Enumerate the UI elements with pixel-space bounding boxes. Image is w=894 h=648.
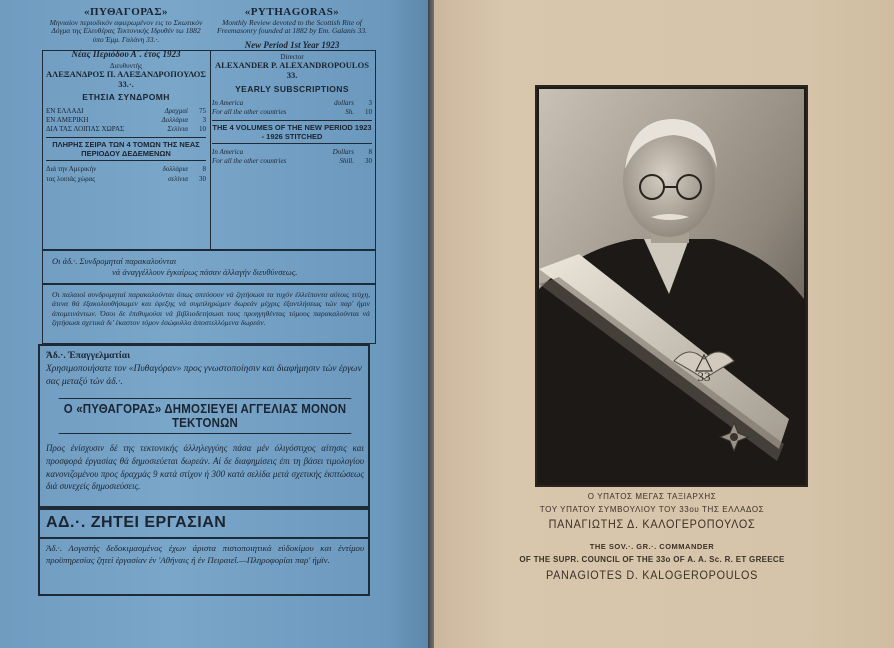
greek-subs-rows	[46, 107, 206, 134]
row-place: For all the other countries	[212, 156, 287, 165]
greek-series-heading: ΠΛΗΡΗΣ ΣΕΙΡΑ ΤΩΝ 4 ΤΟΜΩΝ ΤΗΣ ΝΕΑΣ ΠΕΡΙΟΔΟΥ ΔΕΔΕΜΕΝΩΝ	[46, 137, 206, 161]
row-amount: 8	[202, 165, 206, 174]
row-place: For all the other countries	[212, 107, 287, 116]
advertising-section	[46, 350, 364, 493]
row-place: In America	[212, 147, 244, 156]
row-amount: 3	[202, 116, 206, 125]
ad-heading: Άδ.·. Έπαγγελματίαι	[46, 351, 131, 361]
row-place: In America	[212, 98, 244, 107]
row-unit: Δραχμαί	[164, 107, 188, 116]
back-issues-notice: Οι παλαιοί συνδρομηταί παρακαλούνται όπως σπεύσουν νά ζητήσωσι τα τυχόν έλλείποντα αύτοις τεύχη, άτινα θά έξακολουθήσωμεν και έφεξης νά συμπληρώμεν δωρεάν μέχρις έξαντλήσεως τών παρ' ήμιν άπομεινάντων. Όσοι δε έπιθυμούσι νά βιβλιοδετήσωσι τους προηγηθέντας τόμους παρακαλούνται νά ζητήσωσι σχετικά δι' έκαστον τόμον έσώφυλλα άποστελλόμενα δωρεάν.	[52, 290, 370, 328]
caption-greek-council: ΤΟΥ ΥΠΑΤΟΥ ΣΥΜΒΟΥΛΙΟΥ ΤΟΥ 33ου ΤΗΣ ΕΛΛΑΔΟΣ	[539, 505, 765, 514]
english-director-label: Director	[280, 53, 304, 62]
english-series-heading: THE 4 VOLUMES OF THE NEW PERIOD 1923 - 1926 STITCHED	[212, 120, 372, 144]
row-place: ΔΙΑ ΤΑΣ ΛΟΙΠΑΣ ΧΩΡΑΣ	[46, 125, 125, 134]
greek-subs-row	[46, 107, 206, 116]
greek-period: Νέας Περιόδου Α΄. έτος 1923	[71, 48, 181, 59]
row-place: ΕΝ ΕΛΛΑΔΙ	[46, 107, 84, 116]
caption-english-title: THE SOV.·. GR.·. COMMANDER	[589, 542, 715, 551]
ad-title: Ο «ΠΥΘΑΓΟΡΑΣ» ΔΗΜΟΣΙΕΥΕΙ ΑΓΓΕΛΙΑΣ ΜΟΝΟΝ ΤΕΚΤΟΝΩΝ	[59, 398, 352, 434]
greek-subs-row	[46, 116, 206, 125]
greek-series-rows	[46, 165, 206, 183]
row-unit: Δολλάρια	[161, 116, 188, 125]
subscriber-address-notice	[52, 256, 370, 279]
row-unit: Dollars	[332, 147, 354, 156]
greek-series-row	[46, 165, 206, 174]
subs-notice-line-1: Οι άδ.·. Συνδρομηταί παρακαλούνται	[52, 256, 177, 266]
subs-notice-line-2: νά άναγγέλλουν έγκαίρως πάσαν άλλαγήν διευθύνσεως.	[112, 267, 298, 278]
row-place: τας λοιπάς χώρας	[46, 174, 95, 183]
greek-subs-row	[46, 125, 206, 134]
row-unit: Sh.	[345, 107, 354, 116]
english-subs-row	[212, 108, 372, 117]
english-subs-rows	[212, 99, 372, 117]
row-unit: σελίνια	[168, 174, 188, 183]
greek-description: Μηνιαίον περιοδικόν αφιερωμένον εις το Σκωτικόν Δόγμα της Ελευθέρας Τεκτονικής Ιδρυθέν τω 1882 ύπο Έμμ. Γαλάνη 33.·.	[49, 17, 203, 44]
work-wanted-title: ΑΔ.·. ΖΗΤΕΙ ΕΡΓΑΣΙΑΝ	[46, 514, 227, 531]
english-series-row	[212, 148, 372, 157]
english-title: «PYTHAGORAS»	[244, 6, 340, 18]
ad-intro	[46, 350, 364, 388]
row-place: Διά την Αμερικήν	[46, 165, 97, 174]
ad-body: Χρησιμοποιήσατε τον «Πυθαγόραν» προς γνωστοποίησιν και διαφήμησιν τών έργων σας μεταξύ τών άδ.·.	[46, 363, 362, 387]
sash-number: 33	[697, 369, 711, 384]
greek-subs-heading: ΕΤΗΣΙΑ ΣΥΝΔΡΟΜΗ	[82, 92, 170, 103]
english-series-row	[212, 157, 372, 166]
greek-title: «ΠΥΘΑΓΟΡΑΣ»	[83, 6, 169, 18]
row-amount: 75	[199, 107, 206, 116]
row-unit: Shill.	[339, 156, 354, 165]
row-amount: 10	[199, 125, 206, 134]
caption-greek-title: Ο ΥΠΑΤΟΣ ΜΕΓΑΣ ΤΑΞΙΑΡΧΗΣ	[587, 492, 717, 501]
row-unit: Σελίνια	[167, 125, 188, 134]
row-unit: δολλάρια	[162, 165, 188, 174]
caption-english-council: OF THE SUPR. COUNCIL OF THE 33o OF A. A. Sc. R. ET GREECE	[519, 555, 785, 564]
row-amount: 10	[365, 107, 372, 116]
caption-greek-name: ΠΑΝΑΓΙΩΤΗΣ Δ. ΚΑΛΟΓΕΡΟΠΟΥΛΟΣ	[548, 517, 756, 531]
english-subs-heading: YEARLY SUBSCRIPTIONS	[235, 83, 349, 94]
english-series-rows	[212, 148, 372, 166]
english-period: New Period 1st Year 1923	[244, 39, 340, 50]
english-description: Monthly Review devoted to the Scottish Rite of Freemasonry founded at 1882 by Em. Galanis 33.	[217, 17, 367, 36]
masthead-english	[212, 6, 372, 166]
portrait-illustration	[539, 89, 804, 483]
greek-series-row	[46, 175, 206, 184]
greek-director-name: ΑΛΕΞΑΝΔΡΟΣ Π. ΑΛΕΞΑΝΔΡΟΠΟΥΛΟΣ 33.·.	[46, 68, 206, 89]
row-unit: dollars	[334, 98, 354, 107]
row-amount: 8	[368, 147, 372, 156]
work-wanted-divider	[38, 537, 370, 539]
masthead-greek	[46, 6, 206, 184]
row-amount: 30	[199, 174, 206, 183]
row-amount: 30	[365, 156, 372, 165]
ad-body-2: Προς ένίσχυσιν δέ της τεκτονικής άλληλεγγύης πάσα μέν όλιγόστιχος αίτησις και προσφορά έργασίας θά δημοσιεύεται δωρεάν. Αί δε διαφημίσεις έπι τη βάσει τιμολογίου κανονιζομένου προς δραχμάς 9 κατά στίχον ή 300 κατά σελίδα μετά σχετικής έκπτώσεως διά συνεχείς δημοσιεύσεις.	[46, 443, 364, 492]
work-wanted-body: Άδ.·. Λογιστής δεδοκιμασμένος έχων άριστα πιστοποιητικά εύδοκίμου και έντίμου προϋπηρεσίας ζητεί έργασίαν έν 'Αθήναις ή έν Πειραιεΐ.—Πληροφορίαι παρ' ήμϊν.	[46, 543, 364, 566]
english-director-name: ALEXANDER P. ALEXANDROPOULOS 33.	[215, 60, 369, 81]
caption-english-name: PANAGIOTES D. KALOGEROPOULOS	[545, 568, 759, 582]
row-amount: 3	[368, 98, 372, 107]
portrait-photo	[539, 89, 804, 483]
greek-director-label: Διευθυντής	[109, 61, 143, 70]
row-place: ΕΝ ΑΜΕΡΙΚΗ	[46, 116, 89, 125]
english-subs-row	[212, 99, 372, 108]
